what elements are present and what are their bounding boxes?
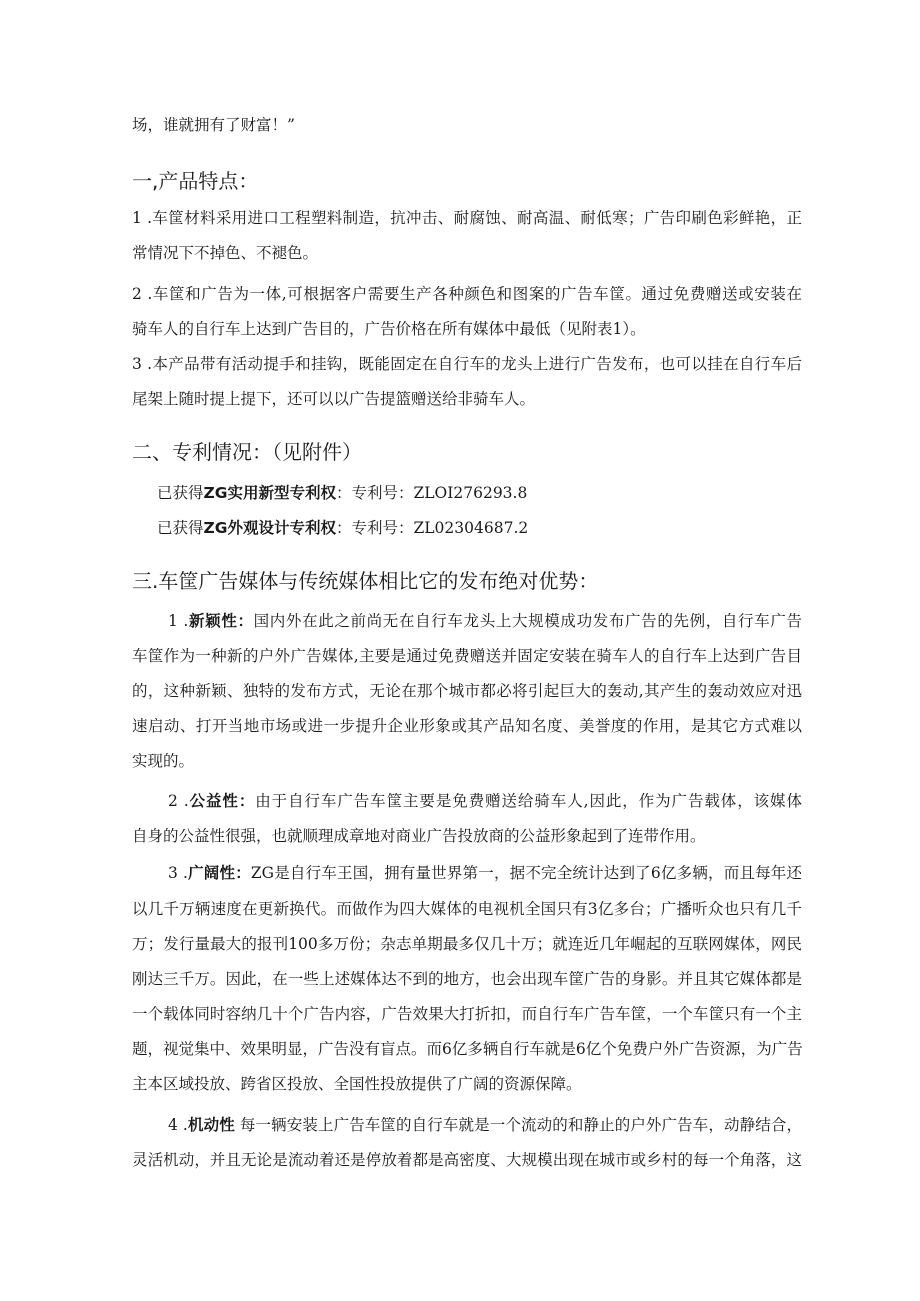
section-3-item-3-line-4: 刚达三千万。因此，在一些上述媒体达不到的地方，也会出现车筐广告的身影。并且其它媒体都是 <box>132 970 802 988</box>
section-3-item-1-line-4: 速启动、打开当地市场或进一步提升企业形象或其产品知名度、美誉度的作用，是其它方式难以 <box>132 717 802 735</box>
section-1-item-1-line-1: 1 .车筐材料采用进口工程塑料制造，抗冲击、耐腐蚀、耐高温、耐低寒；广告印刷色彩鲜艳，正 <box>132 209 802 227</box>
item-4-text: 每一辆安装上广告车筐的自行车就是一个流动的和静止的户外广告车，动静结合， <box>234 1116 802 1134</box>
section-3-item-1-line-3: 的，这种新颖、独特的发布方式，无论在那个城市都必将引起巨大的轰动,其产生的轰动效应对迅 <box>132 682 802 700</box>
section-2-heading: 二、专利情况：（见附件） <box>132 440 362 464</box>
section-3-item-4-line-2: 灵活机动，并且无论是流动着还是停放着都是高密度、大规模出现在城市或乡村的每一个角落，这 <box>132 1151 802 1169</box>
item-2-number: 2 . <box>168 792 189 810</box>
section-3-item-2-line-1 <box>132 790 802 812</box>
section-3-item-3-line-6: 题，视觉集中、效果明显，广告没有盲点。而6亿多辆自行车就是6亿个免费户外广告资源，为广告 <box>132 1040 803 1058</box>
section-1-item-3-line-1: 3 .本产品带有活动提手和挂钩，既能固定在自行车的龙头上进行广告发布，也可以挂在自行车后 <box>132 355 802 373</box>
section-3-item-3-line-1 <box>132 862 802 884</box>
item-1-text: 国内外在此之前尚无在自行车龙头上大规模成功发布广告的先例，自行车广告 <box>253 612 802 630</box>
item-3-text: ZG是自行车王国，拥有量世界第一，据不完全统计达到了6亿多辆，而且每年还 <box>250 864 802 882</box>
item-3-label: 广阔性： <box>187 864 251 882</box>
section-1-item-2-line-2: 骑车人的自行车上达到广告目的，广告价格在所有媒体中最低（见附表1）。 <box>132 320 646 338</box>
patent-2-number: ：专利号：ZL02304687.2 <box>335 519 529 537</box>
section-3-heading: 三.车筐广告媒体与传统媒体相比它的发布绝对优势： <box>132 569 599 593</box>
intro-line: 场，谁就拥有了财富！” <box>132 116 295 134</box>
patent-2-prefix: 已获得 <box>157 519 204 537</box>
section-3-item-2-line-2: 自身的公益性很强，也就顺理成章地对商业广告投放商的公益形象起到了连带作用。 <box>132 827 706 845</box>
patent-1-number: ：专利号：ZLOI276293.8 <box>335 484 528 502</box>
section-1-heading: 一,产品特点： <box>132 169 259 193</box>
section-3-item-3-line-7: 主本区域投放、跨省区投放、全国性投放提供了广阔的资源保障。 <box>132 1075 582 1093</box>
section-3-item-1-line-5: 实现的。 <box>132 752 195 770</box>
item-1-number: 1 . <box>168 612 189 630</box>
item-4-label: 机动性 <box>187 1116 235 1134</box>
section-3-item-3-line-2: 以几千万辆速度在更新换代。而做作为四大媒体的电视机全国只有3亿多台；广播听众也只有几千 <box>132 900 802 918</box>
item-1-label: 新颖性： <box>188 612 254 630</box>
item-2-label: 公益性： <box>188 792 256 810</box>
patent-1-prefix: 已获得 <box>157 484 204 502</box>
patent-2 <box>157 517 528 539</box>
patent-1-name: ZG实用新型专利权 <box>203 484 336 502</box>
section-1-item-3-line-2: 尾架上随时提上提下，还可以以广告提篮赠送给非骑车人。 <box>132 390 536 408</box>
item-3-number: 3 . <box>168 864 188 882</box>
section-3-item-1-line-1 <box>132 610 802 632</box>
section-3-item-4-line-1 <box>132 1114 802 1136</box>
section-3-item-3-line-3: 万；发行量最大的报刊100多万份；杂志单期最多仅几十万；就连近几年崛起的互联网媒体，网民 <box>132 935 802 953</box>
section-3-item-1-line-2: 车筐作为一种新的户外广告媒体,主要是通过免费赠送并固定安装在骑车人的自行车上达到广告目 <box>132 647 802 665</box>
patent-2-name: ZG外观设计专利权 <box>203 519 336 537</box>
item-4-number: 4 . <box>168 1116 188 1134</box>
patent-1 <box>157 482 527 504</box>
section-1-item-2-line-1: 2 .车筐和广告为一体,可根据客户需要生产各种颜色和图案的广告车筐。通过免费赠送或安装在 <box>132 285 802 303</box>
section-1-item-1-line-2: 常情况下不掉色、不褪色。 <box>132 244 319 262</box>
item-2-text: 由于自行车广告车筐主要是免费赠送给骑车人,因此，作为广告载体，该媒体 <box>255 792 802 810</box>
section-3-item-3-line-5: 一个载体同时容纳几十个广告内容，广告效果大打折扣，而自行车广告车筐，一个车筐只有一个主 <box>132 1005 802 1023</box>
